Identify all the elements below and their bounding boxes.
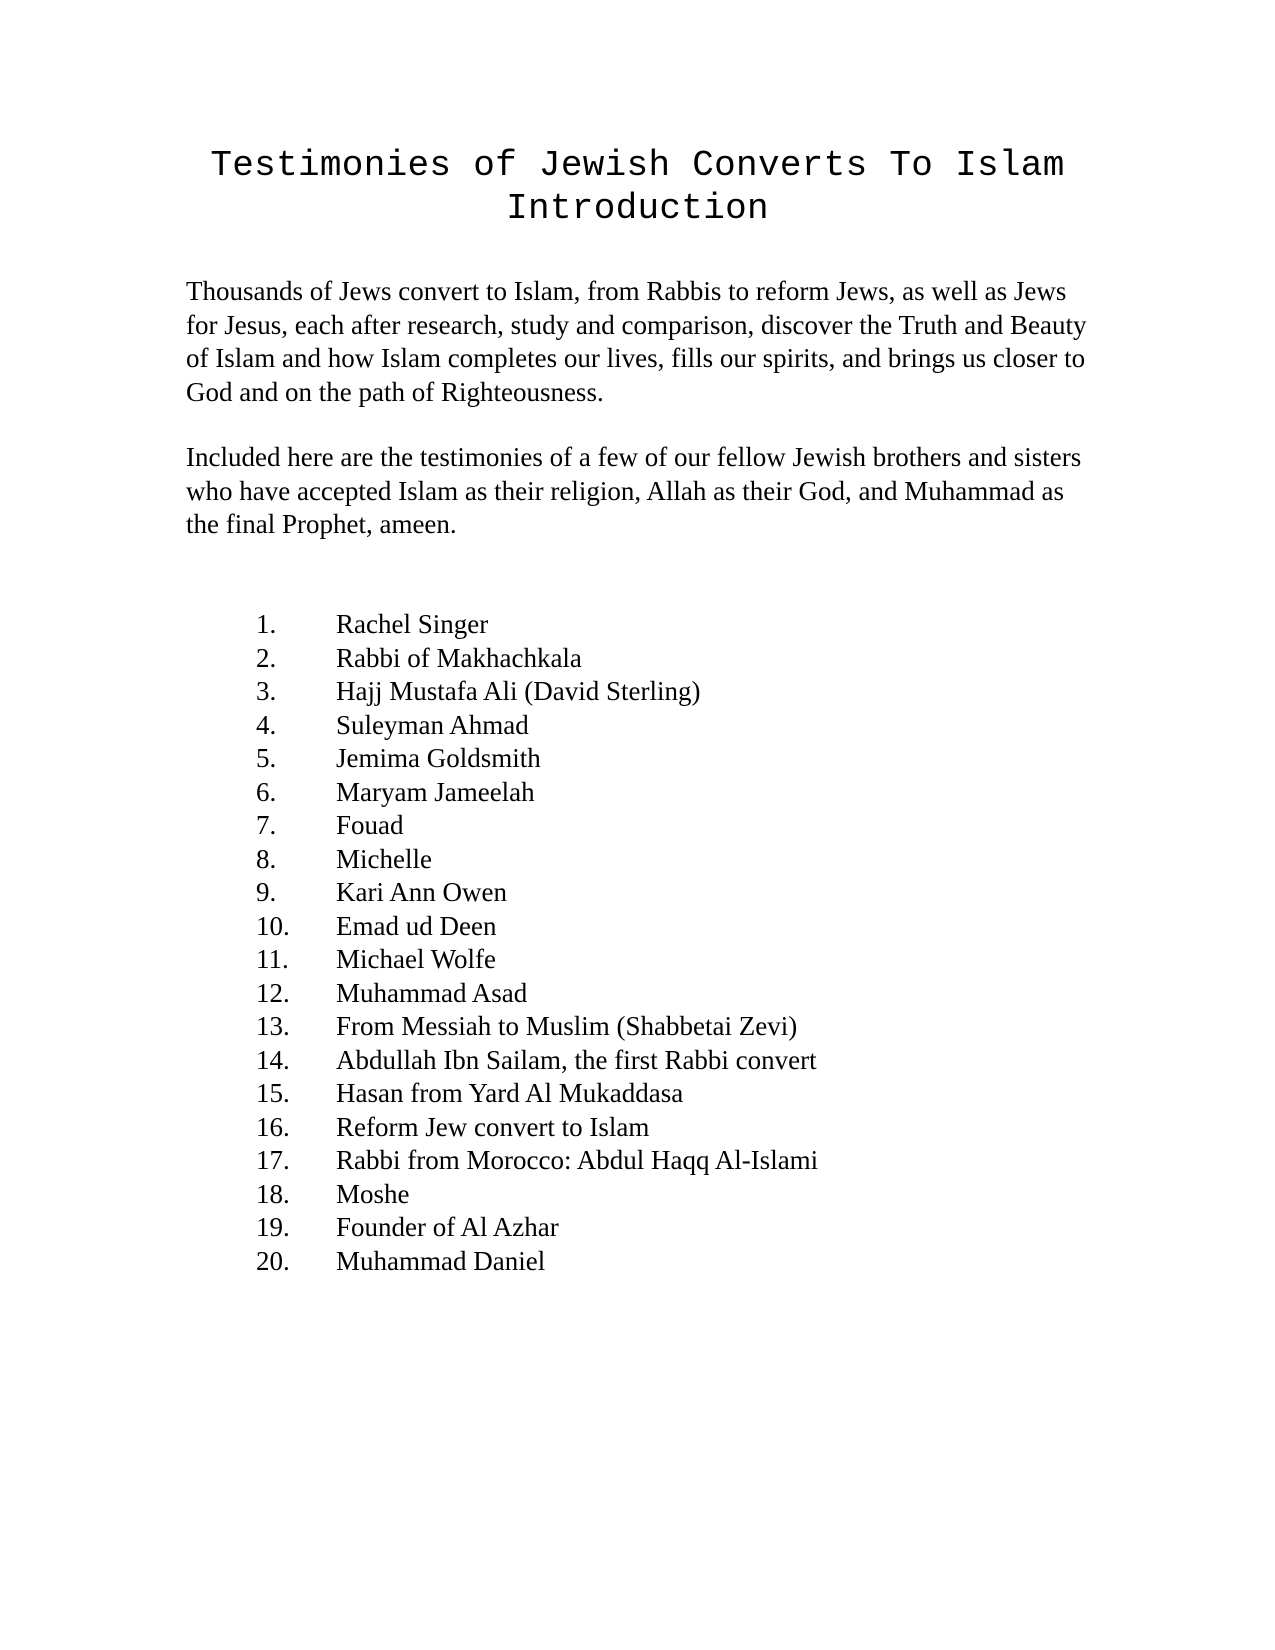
testimony-label[interactable]: Muhammad Asad xyxy=(336,977,528,1008)
testimony-number: 15. xyxy=(256,1078,290,1108)
testimony-label[interactable]: Reform Jew convert to Islam xyxy=(336,1111,650,1142)
title-line-subtitle: Introduction xyxy=(506,188,769,229)
testimony-item[interactable] xyxy=(256,1144,1056,1178)
testimony-label[interactable]: Michael Wolfe xyxy=(336,944,497,974)
testimony-number: 9. xyxy=(256,877,277,907)
testimony-number: 2. xyxy=(256,642,277,673)
testimony-number: 12. xyxy=(256,977,290,1008)
page-title xyxy=(150,144,1125,230)
testimony-label[interactable]: Hajj Mustafa Ali (David Sterling) xyxy=(336,676,701,706)
testimony-item[interactable] xyxy=(256,843,1056,877)
testimonies-list xyxy=(256,608,1056,1278)
testimony-number: 20. xyxy=(256,1245,290,1276)
testimony-number: 16. xyxy=(256,1111,290,1142)
testimony-item[interactable] xyxy=(256,809,1056,843)
testimony-item[interactable] xyxy=(256,876,1056,910)
testimony-item[interactable] xyxy=(256,1178,1056,1212)
testimony-label[interactable]: Kari Ann Owen xyxy=(336,877,507,907)
testimony-label[interactable]: Rabbi from Morocco: Abdul Haqq Al-Islami xyxy=(336,1145,819,1175)
testimony-item[interactable] xyxy=(256,1010,1056,1044)
testimony-item[interactable] xyxy=(256,742,1056,776)
testimony-label[interactable]: Hasan from Yard Al Mukaddasa xyxy=(336,1078,684,1108)
testimony-item[interactable] xyxy=(256,642,1056,676)
testimony-label[interactable]: Rachel Singer xyxy=(336,609,489,639)
title-line-main: Testimonies of Jewish Converts To Islam xyxy=(210,145,1065,186)
testimony-item[interactable] xyxy=(256,608,1056,642)
testimony-number: 3. xyxy=(256,676,277,706)
testimony-item[interactable] xyxy=(256,977,1056,1011)
testimony-label[interactable]: Abdullah Ibn Sailam, the first Rabbi convert xyxy=(336,1044,817,1075)
testimony-label[interactable]: Rabbi of Makhachkala xyxy=(336,642,582,673)
intro-paragraph: Thousands of Jews convert to Islam, from Rabbis to reform Jews, as well as Jews for Jesus, each after research, study and comparison, discover the Truth and Beauty of Islam and how Islam completes our lives, fills our spirits, and brings us closer to God and on the path of Righteousness. xyxy=(186,276,1087,407)
testimony-number: 10. xyxy=(256,910,290,941)
testimony-item[interactable] xyxy=(256,1245,1056,1279)
included-paragraph: Included here are the testimonies of a few of our fellow Jewish brothers and sisters who have accepted Islam as their religion, Allah as their God, and Muhammad as the final Prophet, ameen. xyxy=(186,442,1082,539)
testimony-label[interactable]: Fouad xyxy=(336,810,404,840)
testimony-label[interactable]: From Messiah to Muslim (Shabbetai Zevi) xyxy=(336,1011,798,1041)
testimony-item[interactable] xyxy=(256,910,1056,944)
testimony-label[interactable]: Suleyman Ahmad xyxy=(336,709,529,740)
testimony-number: 17. xyxy=(256,1145,290,1175)
testimony-number: 8. xyxy=(256,843,277,874)
testimony-label[interactable]: Michelle xyxy=(336,843,432,874)
testimony-number: 5. xyxy=(256,743,277,773)
testimony-number: 6. xyxy=(256,776,277,807)
testimony-item[interactable] xyxy=(256,1077,1056,1111)
testimony-number: 14. xyxy=(256,1044,290,1075)
testimony-item[interactable] xyxy=(256,709,1056,743)
testimony-number: 1. xyxy=(256,609,277,639)
testimony-item[interactable] xyxy=(256,1211,1056,1245)
testimony-label[interactable]: Jemima Goldsmith xyxy=(336,743,541,773)
testimony-label[interactable]: Maryam Jameelah xyxy=(336,776,535,807)
testimony-label[interactable]: Emad ud Deen xyxy=(336,910,497,941)
testimony-item[interactable] xyxy=(256,1111,1056,1145)
testimony-item[interactable] xyxy=(256,1044,1056,1078)
testimony-label[interactable]: Muhammad Daniel xyxy=(336,1245,546,1276)
testimony-number: 4. xyxy=(256,709,277,740)
testimony-label[interactable]: Moshe xyxy=(336,1178,410,1209)
testimony-number: 19. xyxy=(256,1212,290,1242)
testimony-item[interactable] xyxy=(256,943,1056,977)
testimony-number: 7. xyxy=(256,810,277,840)
testimony-item[interactable] xyxy=(256,776,1056,810)
testimony-number: 13. xyxy=(256,1011,290,1041)
testimony-number: 11. xyxy=(256,944,289,974)
testimony-label[interactable]: Founder of Al Azhar xyxy=(336,1212,559,1242)
testimony-number: 18. xyxy=(256,1178,290,1209)
testimony-item[interactable] xyxy=(256,675,1056,709)
